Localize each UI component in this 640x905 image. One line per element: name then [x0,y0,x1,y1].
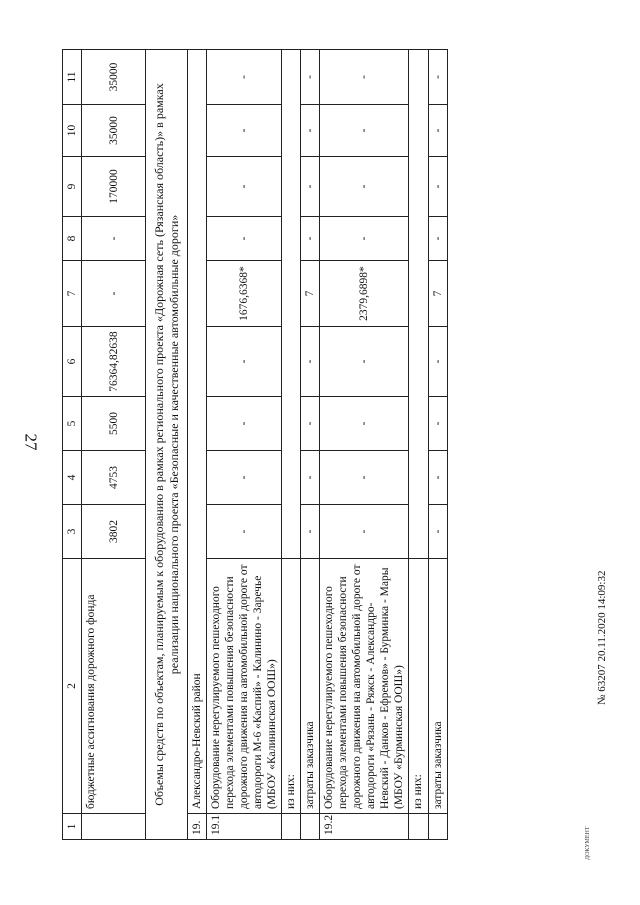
customer-value: - [301,105,320,157]
item-sub-row [409,50,428,840]
col-number: 2 [63,559,82,814]
subsection-row [188,50,207,840]
budget-value: 35000 [82,50,146,105]
item-value: - [320,50,409,105]
item-value: - [320,397,409,451]
customer-value: - [301,217,320,261]
customer-value: - [428,157,447,217]
item-value: - [320,327,409,397]
customer-cost-row [428,50,447,840]
rotated-table-container [62,50,522,840]
sub-label: из них: [409,559,428,814]
customer-value: - [301,451,320,505]
customer-value: - [428,327,447,397]
customer-value: - [428,505,447,559]
col-number: 6 [63,327,82,397]
col-number: 7 [63,261,82,327]
col-number: 8 [63,217,82,261]
customer-value: - [428,397,447,451]
col-number: 3 [63,505,82,559]
subsection-number: 19. [188,814,207,840]
item-value: - [320,105,409,157]
col-number: 10 [63,105,82,157]
item-row [320,50,409,840]
item-value: - [320,157,409,217]
item-value: - [207,397,282,451]
sub-label: из них: [282,559,301,814]
subsection-name: Александро-Невский район [188,50,207,814]
item-number: 19.2 [320,814,409,840]
funding-table [62,49,448,840]
item-value: - [207,327,282,397]
item-row [207,50,282,840]
item-value: - [207,50,282,105]
budget-value: 170000 [82,157,146,217]
customer-cost-row [301,50,320,840]
section-row [146,50,188,840]
col-number: 11 [63,50,82,105]
electronic-stamp: ДОКУМЕНТ [585,826,591,860]
customer-value: - [301,327,320,397]
item-value: - [320,451,409,505]
budget-value: 76364,82638 [82,327,146,397]
section-title: Объемы средств по объектам, планируемым к оборудованию в рамках регионального проекта «Дорожная сеть (Рязанская область)» в рамках реализации национального проекта «Безопасные и качественные автомобильные дороги» [146,50,188,840]
col-number: 1 [63,814,82,840]
customer-value: - [428,105,447,157]
customer-value: - [428,451,447,505]
item-value: 1676,6368* [207,261,282,327]
document-footer: № 63207 20.11.2020 14:09:32 [596,570,608,705]
budget-value: - [82,261,146,327]
col-number: 5 [63,397,82,451]
budget-label: бюджетные ассигнования дорожного фонда [82,559,146,814]
budget-value: 35000 [82,105,146,157]
budget-value: 4753 [82,451,146,505]
item-name: Оборудование нерегулируемого пешеходного перехода элементами повышения безопасности дорожного движения на автомобильной дороге от автодороги М-6 «Каспий» - Калинино - Заречье (МБОУ «Калининская ООШ») [207,559,282,814]
item-sub-row [282,50,301,840]
customer-value: - [301,397,320,451]
budget-row [82,50,146,840]
customer-value: - [428,50,447,105]
item-value: - [207,105,282,157]
item-number: 19.1 [207,814,282,840]
item-value: - [207,217,282,261]
item-value: - [320,217,409,261]
customer-value: - [428,217,447,261]
col-number: 9 [63,157,82,217]
customer-value: 7 [301,261,320,327]
budget-value: 5500 [82,397,146,451]
page-number: 27 [21,433,41,451]
customer-value: - [301,505,320,559]
item-value: - [207,505,282,559]
item-value: - [207,451,282,505]
item-value: - [320,505,409,559]
customer-value: 7 [428,261,447,327]
customer-value: - [301,157,320,217]
col-number: 4 [63,451,82,505]
customer-label: затраты заказчика [428,559,447,814]
item-value: - [207,157,282,217]
item-name: Оборудование нерегулируемого пешеходного перехода элементами повышения безопасности дорожного движения на автомобильной дороге от автодороги «Рязань - Ряжск - Александро-Невский - Данков - Ефремов» - Бурминка - Мары (МБОУ «Бурминская ООШ») [320,559,409,814]
item-value: 2379,6898* [320,261,409,327]
customer-value: - [301,50,320,105]
budget-value: - [82,217,146,261]
budget-value: 3802 [82,505,146,559]
header-row [63,50,82,840]
customer-label: затраты заказчика [301,559,320,814]
